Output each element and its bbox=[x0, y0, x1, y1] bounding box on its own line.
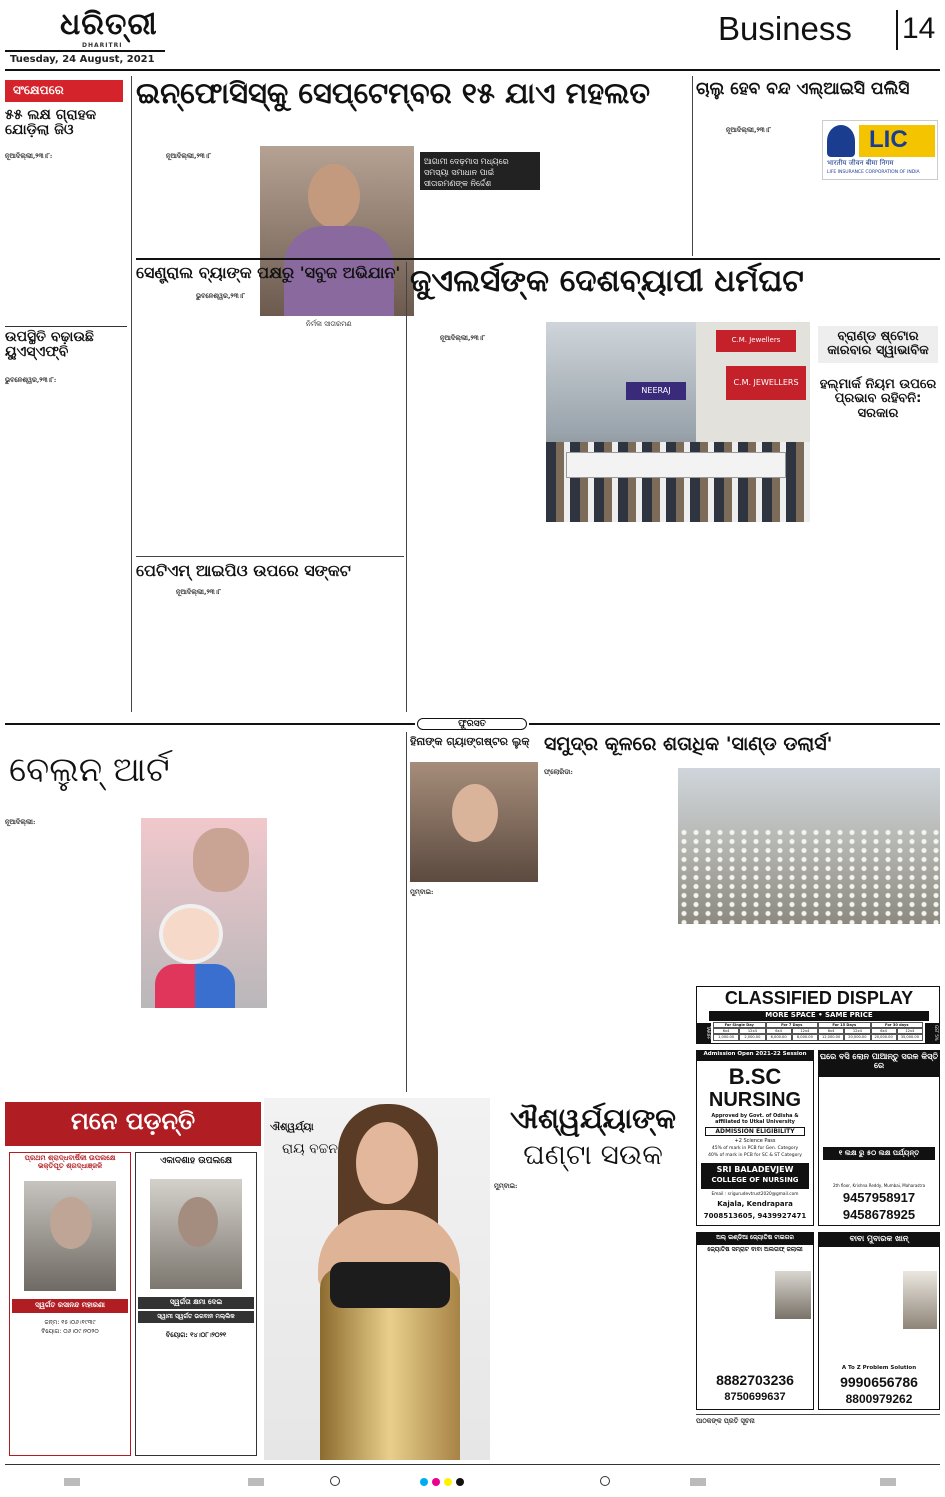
central-bank-headline: ସେଣ୍ଟ୍ରାଲ ବ୍ୟାଙ୍କ ପକ୍ଷରୁ 'ସବୁଜ ଅଭିଯାନ' bbox=[136, 263, 401, 282]
jyotish-ad[interactable] bbox=[696, 1232, 814, 1410]
hina-body bbox=[410, 888, 538, 1088]
footer-registration-marks bbox=[0, 1474, 945, 1494]
obit2-name: ସ୍ୱର୍ଗତା କ୍ଷମା ଦେଇ bbox=[138, 1297, 254, 1309]
lic-logo-english: LIFE INSURANCE CORPORATION OF INDIA bbox=[827, 170, 920, 175]
paytm-story bbox=[136, 560, 404, 715]
cyan-dot bbox=[420, 1478, 428, 1486]
paytm-body-col2 bbox=[272, 600, 402, 712]
balloon-story bbox=[5, 732, 405, 1092]
classified-price: 1,000.00 bbox=[713, 1034, 739, 1041]
classified-size-header: 12x4 bbox=[739, 1028, 765, 1034]
classified-col-header: For Single Day bbox=[713, 1022, 766, 1028]
furshat-label: ଫୁରସତ bbox=[417, 718, 527, 730]
classified-subtitle: MORE SPACE • SAME PRICE bbox=[709, 1011, 929, 1021]
classified-price: 2,000.00 bbox=[739, 1034, 765, 1041]
lic-logo bbox=[822, 120, 938, 180]
paytm-dateline: ନୂଆଦିଲ୍ଲୀ,୨୩।୮ bbox=[176, 588, 222, 596]
central-bank-story bbox=[136, 262, 404, 552]
registration-mark-center bbox=[600, 1476, 610, 1486]
grey-swatch-4 bbox=[880, 1478, 896, 1486]
infosys-headline: ଇନ୍‌ଫୋସିସ୍‌କୁ ସେପ୍ଟେମ୍ବର ୧୫ ଯାଏ ମହଲତ bbox=[136, 76, 651, 110]
paytm-body-col1 bbox=[136, 600, 264, 712]
brief-item2-body bbox=[5, 376, 127, 706]
obit2 bbox=[135, 1152, 257, 1456]
jewellers-sign-1 bbox=[716, 330, 796, 352]
column-rule-infosys bbox=[692, 76, 693, 256]
jewellers-quote: ବ୍ରାଣ୍ଡ ଷ୍ଟୋର କାରବାର ସ୍ୱାଭାବିକ bbox=[818, 326, 938, 363]
aishwarya-body bbox=[494, 1182, 690, 1456]
jewellers-sign-3-text: C.M. JEWELLERS bbox=[733, 378, 799, 387]
balloon-doll-head bbox=[159, 904, 223, 964]
obit2-sub: ସ୍ୱାମୀ ସ୍ୱର୍ଗତ ଭଗବାନ ମଲ୍ଲିକ bbox=[138, 1311, 254, 1323]
central-bank-dateline: ଭୁବନେଶ୍ୱର,୨୩।୮ bbox=[196, 292, 246, 300]
jewellers-story bbox=[410, 262, 940, 712]
hina-headline: ହିନାଙ୍କ ଗ୍ୟାଙ୍ଗଷ୍ଟର ଲୁକ୍ bbox=[410, 735, 530, 748]
aishwarya-photo-label1: ଐଶ୍ୱର୍ଯ୍ୟା bbox=[270, 1122, 314, 1133]
obit1 bbox=[9, 1152, 131, 1456]
obit2-face bbox=[178, 1197, 218, 1247]
sitharaman-face bbox=[308, 164, 360, 228]
jyotish-photo bbox=[775, 1271, 811, 1319]
hina-dateline: ମୁମ୍ବାଇ: bbox=[410, 888, 434, 896]
hina-face bbox=[452, 784, 498, 842]
loan-address: 2th floor, Krishna Reddy, Mumbai, Maharastra bbox=[832, 1183, 926, 1188]
aishwarya-face bbox=[356, 1122, 418, 1204]
classified-price: 20,000.00 bbox=[871, 1034, 897, 1041]
brief-column bbox=[5, 76, 130, 716]
masthead bbox=[0, 0, 945, 70]
loan-phone2: 9458678925 bbox=[842, 1207, 916, 1222]
nursing-email: Email : srigurudevtrust2020@gmail.com bbox=[711, 1192, 799, 1197]
paytm-rule bbox=[136, 556, 404, 557]
obit1-name: ସ୍ୱର୍ଗତ ରସାନନ୍ଦ ମହାରଣା bbox=[12, 1299, 128, 1313]
bottom-notice-body bbox=[696, 1417, 940, 1461]
jewellers-quote2: ହଲ୍‌ମାର୍କ ନିୟମ ଉପରେ ପ୍ରଭାବ ରହିବନି: ସରକାର bbox=[819, 377, 937, 421]
obit2-death: ବିୟୋଗ: ୧୪।୦୮।୨୦୨୧ bbox=[165, 1331, 227, 1339]
jyotish-title: ଅଲ୍ ଇଣ୍ଡିଆ ଜ୍ୟୋତିଷ ଟାଇଗର bbox=[697, 1233, 813, 1245]
masthead-logo: ଧରିତ୍ରୀ bbox=[60, 7, 158, 42]
black-dot bbox=[456, 1478, 464, 1486]
classified-size-header: 6x4 bbox=[871, 1028, 897, 1034]
classified-size-header: 12x4 bbox=[792, 1028, 818, 1034]
baba-phone1: 9990656786 bbox=[840, 1374, 918, 1390]
classified-price: 20,000.00 bbox=[844, 1034, 870, 1041]
balloon-body-col2 bbox=[141, 1014, 269, 1088]
section-title: Business bbox=[718, 10, 852, 47]
sand-dollar-story bbox=[544, 732, 940, 982]
nursing-science: +2 Science Pass bbox=[734, 1138, 776, 1144]
aishwarya-bodice bbox=[330, 1262, 450, 1308]
jewellers-body-col3 bbox=[680, 526, 810, 712]
mane-padanti-label: ମନେ ପଡ଼ନ୍ତି bbox=[70, 1107, 196, 1135]
mane-padanti bbox=[5, 1098, 261, 1460]
classified-banner bbox=[696, 986, 940, 1044]
loan-title: ଘରେ ବସି ଲୋନ ପାଆନ୍ତୁ ସରଳ କିସ୍ତି ରେ bbox=[819, 1051, 939, 1077]
classified-price: 12,000.00 bbox=[818, 1034, 844, 1041]
classified-table bbox=[713, 1022, 923, 1043]
central-bank-body-col2 bbox=[272, 302, 402, 542]
bottom-notice-label: ପାଠକଙ୍କ ପ୍ରତି ସୂଚନା bbox=[696, 1417, 755, 1425]
sand-dollar-shells bbox=[678, 828, 940, 924]
sand-dollar-body-col1 bbox=[544, 768, 672, 978]
column-rule-left bbox=[131, 76, 132, 712]
balloon-photo bbox=[141, 818, 267, 1008]
sand-dollar-headline: ସମୁଦ୍ର କୂଳରେ ଶତାଧିକ 'ସାଣ୍ଡ ଡଲାର୍ସ' bbox=[544, 733, 833, 755]
baba-tagline: A To Z Problem Solution bbox=[841, 1365, 917, 1371]
nursing-admission: Admission Open 2021-22 Session bbox=[697, 1051, 813, 1061]
grey-swatch-3 bbox=[690, 1478, 706, 1486]
nursing-approved: Approved by Govt. of Odisha & affiliated to Utkal University bbox=[711, 1113, 799, 1125]
obit1-photo bbox=[24, 1181, 116, 1291]
aishwarya-photo-label2: ରାୟ ବଚ୍ଚନ bbox=[282, 1141, 338, 1157]
brief-item1-body bbox=[5, 152, 127, 326]
classified-col-header: For 7 Days bbox=[766, 1022, 819, 1028]
jyotish-phone1: 8882703236 bbox=[716, 1372, 794, 1388]
lic-logo-hindi: भारतीय जीवन बीमा निगम bbox=[827, 159, 894, 167]
jewellers-banner bbox=[566, 452, 786, 478]
classified-col-header: For 15 Days bbox=[818, 1022, 871, 1028]
baba-ad[interactable] bbox=[818, 1232, 940, 1410]
brief-item1-dateline: ନୂଆଦିଲ୍ଲୀ,୨୩।୮: bbox=[5, 152, 53, 160]
obit2-body bbox=[140, 1343, 252, 1451]
loan-body bbox=[823, 1081, 935, 1143]
footer-rule bbox=[5, 1464, 940, 1465]
jewellers-body-col2 bbox=[546, 526, 676, 712]
furshat-band bbox=[5, 718, 940, 730]
classified-price: 6,000.00 bbox=[766, 1034, 792, 1041]
nursing-title1: B.SC bbox=[728, 1064, 782, 1089]
classified-price: 8,000.00 bbox=[792, 1034, 818, 1041]
jyotish-phone2: 8750699637 bbox=[724, 1391, 786, 1403]
magenta-dot bbox=[432, 1478, 440, 1486]
balloon-doll-body bbox=[155, 964, 235, 1008]
furshat-rule-left bbox=[5, 723, 415, 725]
classified-size-header: 12x4 bbox=[897, 1028, 923, 1034]
jyotish-subtitle: ଜ୍ୟୋତିଷ ସମ୍ରାଟ ବାବା ଅଲତାଫ୍ ଜଲାଲୀ bbox=[707, 1246, 803, 1253]
classified-tariff: TARIFF bbox=[697, 1023, 711, 1043]
infosys-subdeck bbox=[420, 152, 540, 190]
hina-story bbox=[410, 732, 538, 1092]
top-row-rule bbox=[136, 258, 940, 260]
brief-label: ସଂକ୍ଷେପରେ bbox=[5, 80, 123, 102]
jewellers-sign-1-text: C.M. Jewellers bbox=[731, 336, 781, 344]
sand-dollar-photo bbox=[678, 768, 940, 924]
nursing-location: Kajala, Kendrapara bbox=[717, 1200, 793, 1208]
nursing-college2: COLLEGE OF NURSING bbox=[711, 1176, 799, 1184]
baba-body bbox=[823, 1251, 901, 1363]
page-number-divider bbox=[896, 10, 898, 50]
masthead-date: Tuesday, 24 August, 2021 bbox=[10, 54, 155, 65]
nursing-phones: 7008513605, 9439927471 bbox=[703, 1212, 807, 1220]
loan-phone1: 9457958917 bbox=[842, 1190, 916, 1205]
brief-divider bbox=[5, 326, 127, 327]
nursing-eligibility: ADMISSION ELIGIBILITY bbox=[705, 1127, 805, 1136]
obit1-heading: ପ୍ରଥମ ଶ୍ରାଦ୍ଧବାର୍ଷିକୀ ଉପଲକ୍ଷେ ଭକ୍ତିପୂତ ଶ୍ରଦ୍ଧାଞ୍ଜଳି bbox=[24, 1154, 116, 1170]
classified-size-header: 6x4 bbox=[766, 1028, 792, 1034]
masthead-rule bbox=[5, 50, 165, 52]
lic-logo-emblem bbox=[827, 125, 855, 157]
nursing-ad[interactable] bbox=[696, 1050, 814, 1226]
balloon-body-col3 bbox=[273, 736, 403, 1088]
bottom-notice bbox=[696, 1414, 940, 1462]
page-number: 14 bbox=[902, 12, 936, 45]
column-rule-central bbox=[406, 262, 407, 712]
obit1-birth: ଜନ୍ମ: ୧୫।୦୬।୧୯୩୯ bbox=[44, 1319, 96, 1326]
hina-photo bbox=[410, 762, 538, 882]
nursing-college1: SRI BALADEVJEW bbox=[716, 1165, 794, 1174]
classified-size-header: 6x4 bbox=[818, 1028, 844, 1034]
jewellers-body-col1 bbox=[410, 344, 538, 712]
jewellers-sign-2-text: NEERAJ bbox=[641, 386, 671, 395]
jewellers-sign-3 bbox=[726, 366, 806, 400]
baba-title: ବାବା ମୁବାରକ ଖାନ୍ bbox=[819, 1233, 939, 1247]
infosys-subdeck-text: ଆଗାମୀ ଦେଢ଼ମାସ ମଧ୍ୟରେ ସମସ୍ୟା ସମାଧାନ ପାଇଁ ସୀତାରମଣଙ୍କ ନିର୍ଦ୍ଦେଶ bbox=[424, 157, 509, 188]
grey-swatch-2 bbox=[248, 1478, 264, 1486]
yellow-dot bbox=[444, 1478, 452, 1486]
classified-col-header: For 30 days bbox=[871, 1022, 924, 1028]
lic-logo-text: LIC bbox=[869, 126, 908, 153]
aishwarya-photo bbox=[264, 1098, 490, 1460]
classified-prices bbox=[713, 1034, 923, 1041]
aishwarya-dateline: ମୁମ୍ବାଇ: bbox=[494, 1182, 518, 1190]
obit1-body bbox=[14, 1339, 126, 1451]
cmyk-dots-left bbox=[420, 1478, 490, 1488]
sand-dollar-dateline: ଫ୍ଲୋରିଡା: bbox=[544, 768, 573, 776]
masthead-logo-sub: DHARITRI bbox=[82, 42, 123, 49]
sand-dollar-body-col2 bbox=[678, 928, 806, 978]
classified-gst: GST 5% bbox=[925, 1023, 939, 1043]
brief-item2-title: ଉପସ୍ଥିତି ବଢ଼ାଉଛି ୟୁଏସ୍‌ଏଫ୍‌ବି bbox=[5, 329, 94, 361]
grey-swatch-1 bbox=[64, 1478, 80, 1486]
infosys-dateline: ନୂଆଦିଲ୍ଲୀ,୨୩।୮ bbox=[166, 152, 212, 160]
paytm-headline: ପେଟିଏମ୍ ଆଇପିଓ ଉପରେ ସଙ୍କଟ bbox=[136, 561, 351, 580]
jewellers-dateline: ନୂଆଦିଲ୍ଲୀ,୨୩।୮ bbox=[440, 334, 486, 342]
column-rule-balloon bbox=[406, 732, 407, 1092]
aishwarya-story bbox=[494, 1098, 692, 1460]
classified-price: 35,000.00 bbox=[897, 1034, 923, 1041]
aishwarya-headline1: ଐଶ୍ୱର୍ଯ୍ୟାଙ୍କ bbox=[510, 1102, 676, 1135]
aishwarya-headline2: ଘଣ୍ଟା ସଉକ bbox=[523, 1138, 663, 1171]
central-bank-body-col1 bbox=[136, 302, 264, 542]
masthead-bottom-rule bbox=[5, 69, 940, 71]
nursing-line1: 45% of mark in PCB for Gen. Category bbox=[711, 1146, 799, 1151]
brief-item2-dateline: ଭୁବନେଶ୍ୱର,୨୩।୮: bbox=[5, 376, 57, 384]
lic-story bbox=[696, 76, 940, 256]
baba-photo bbox=[903, 1271, 937, 1329]
obit1-death: ବିୟୋଗ: ୦୬।୦୯।୨୦୨୦ bbox=[41, 1328, 99, 1335]
loan-ad[interactable] bbox=[818, 1050, 940, 1226]
loan-details bbox=[823, 1163, 935, 1181]
furshat-rule-right bbox=[529, 723, 940, 725]
jewellers-sign-2 bbox=[626, 382, 686, 400]
sitharaman-caption: ନିର୍ମଳା ସୀତାରମଣ bbox=[306, 320, 352, 328]
baba-phone2: 8800979262 bbox=[845, 1392, 913, 1406]
registration-mark-left bbox=[330, 1476, 340, 1486]
classified-title: CLASSIFIED DISPLAY bbox=[724, 988, 914, 1008]
balloon-body-col1 bbox=[5, 818, 135, 1088]
obit2-photo bbox=[150, 1179, 242, 1289]
balloon-headline: ବେଲୁନ୍ ଆର୍ଟ bbox=[9, 750, 170, 790]
jewellers-photo bbox=[546, 322, 810, 522]
jyotish-body bbox=[701, 1267, 771, 1367]
brief-item1-title: ୫୫ ଲକ୍ଷ ଗ୍ରାହକ ଯୋଡ଼ିଲା ଜିଓ bbox=[5, 107, 97, 139]
loan-highlight: ୧ ଲକ୍ଷ ରୁ ୫୦ ଲକ୍ଷ ପର୍ଯ୍ୟନ୍ତ bbox=[823, 1147, 935, 1160]
nursing-title2: NURSING bbox=[708, 1089, 802, 1111]
balloon-man-head bbox=[193, 828, 249, 892]
lic-dateline: ନୂଆଦିଲ୍ଲୀ,୨୩।୮ bbox=[726, 126, 772, 134]
jewellers-body-col4 bbox=[816, 484, 940, 712]
jewellers-headline: ଜୁଏଲର୍ସଙ୍କ ଦେଶବ୍ୟାପୀ ଧର୍ମଘଟ bbox=[410, 263, 804, 299]
jewellers-quote-box bbox=[814, 326, 940, 476]
classified-size-header: 6x4 bbox=[713, 1028, 739, 1034]
balloon-dateline: ନୂଆଦିଲ୍ଲୀ: bbox=[5, 818, 36, 826]
sand-dollar-body-col3 bbox=[812, 928, 940, 978]
obit2-heading: ଏକାଦଶାହ ଉପଲକ୍ଷେ bbox=[159, 1156, 233, 1166]
obit1-face bbox=[50, 1197, 92, 1249]
lic-headline: ଚାଲୁ ହେବ ବନ୍ଦ ଏଲ୍‌ଆଇସି ପଲିସି bbox=[696, 79, 910, 99]
classified-size-header: 12x4 bbox=[844, 1028, 870, 1034]
nursing-line2: 40% of mark in PCB for SC & ST Category bbox=[708, 1153, 802, 1158]
